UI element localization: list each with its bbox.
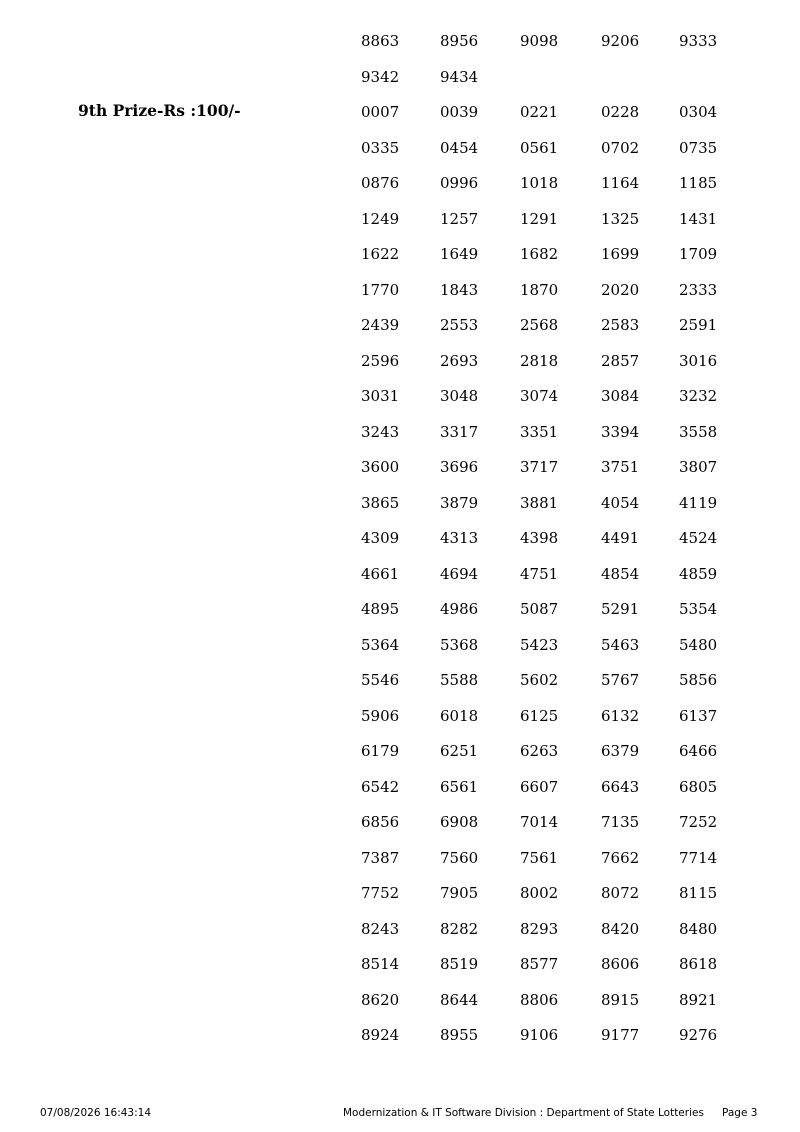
- ticket-number: 3751: [601, 458, 640, 476]
- prize-9th-row: [0, 422, 800, 442]
- ticket-number: 5463: [601, 635, 640, 654]
- ticket-number: 3717: [520, 458, 559, 476]
- prize-9th-row: [0, 848, 800, 868]
- ticket-number: 4119: [679, 493, 718, 512]
- ticket-number: 3879: [440, 493, 479, 512]
- ticket-number: 6805: [679, 777, 718, 796]
- prize-9th-row: [0, 244, 800, 264]
- prize-9th-row: [0, 315, 800, 335]
- ticket-number: 0561: [520, 138, 559, 157]
- ticket-number: 8915: [601, 990, 640, 1009]
- ticket-number: 6379: [601, 742, 640, 760]
- prize-9th-row: [0, 138, 800, 158]
- ticket-number: 8924: [361, 1026, 400, 1044]
- ticket-number: 8806: [520, 990, 559, 1009]
- ticket-number: 5364: [361, 635, 400, 654]
- ticket-number: 2568: [520, 316, 559, 334]
- ticket-number: 5588: [440, 671, 479, 689]
- ticket-number: 3031: [361, 387, 400, 405]
- ticket-number: 4309: [361, 529, 400, 547]
- ticket-number: 2693: [440, 351, 479, 370]
- ticket-number: 1699: [601, 245, 640, 263]
- prize-9th-row: [0, 670, 800, 690]
- ticket-number: 6542: [361, 777, 400, 796]
- ticket-number: 5354: [679, 600, 718, 618]
- ticket-number: 2857: [601, 351, 640, 370]
- ticket-number: 4694: [440, 564, 479, 583]
- footer-page-number: Page 3: [722, 1107, 758, 1119]
- prize-9th-row: [0, 209, 800, 229]
- prize-9th-row: [0, 457, 800, 477]
- ticket-number: 6132: [601, 706, 640, 725]
- ticket-number: 3317: [440, 422, 479, 441]
- ticket-number: 8921: [679, 990, 718, 1009]
- ticket-number: 4661: [361, 564, 400, 583]
- prize-9th-row: [0, 812, 800, 832]
- prize-9th-row: [0, 777, 800, 797]
- ticket-number: 9333: [679, 32, 718, 50]
- ticket-number: 8620: [361, 990, 400, 1009]
- ticket-number: 6125: [520, 706, 559, 725]
- ticket-number: 2553: [440, 316, 479, 334]
- ticket-number: 3351: [520, 422, 559, 441]
- ticket-number: 8644: [440, 990, 479, 1009]
- prize-9th-row: [0, 493, 800, 513]
- ticket-number: 7014: [520, 813, 559, 831]
- ticket-number: 9177: [601, 1026, 640, 1044]
- ticket-number: 5546: [361, 671, 400, 689]
- ticket-number: 4751: [520, 564, 559, 583]
- ticket-number: 8618: [679, 955, 718, 973]
- prize-9th-row: [0, 741, 800, 761]
- ticket-number: 1431: [679, 209, 718, 228]
- prize-9th-row: [0, 883, 800, 903]
- ticket-number: 6251: [440, 742, 479, 760]
- ticket-number: 4895: [361, 600, 400, 618]
- ticket-number: 3084: [601, 387, 640, 405]
- ticket-number: 4854: [601, 564, 640, 583]
- prize-9th-row: [0, 919, 800, 939]
- prize-9th-row: [0, 706, 800, 726]
- ticket-number: 4398: [520, 529, 559, 547]
- ticket-number: 8002: [520, 884, 559, 902]
- ticket-number: 7905: [440, 884, 479, 902]
- footer-timestamp: 07/08/2026 16:43:14: [40, 1107, 152, 1119]
- ticket-number: 0996: [440, 174, 479, 192]
- ticket-number: 1770: [361, 280, 400, 299]
- ticket-number: 7714: [679, 848, 718, 867]
- ticket-number: 2591: [679, 316, 718, 334]
- ticket-number: 0454: [440, 138, 479, 157]
- ticket-number: 0335: [361, 138, 400, 157]
- ticket-number: 8115: [679, 884, 718, 902]
- ticket-number: 2020: [601, 280, 640, 299]
- ticket-number: 0702: [601, 138, 640, 157]
- ticket-number: 6908: [440, 813, 479, 831]
- ticket-number: 3696: [440, 458, 479, 476]
- ticket-number: 5087: [520, 600, 559, 618]
- ticket-number: 6263: [520, 742, 559, 760]
- prize-9th-row: [0, 528, 800, 548]
- ticket-number: 1709: [679, 245, 718, 263]
- prize-heading-9th: 9th Prize-Rs :100/-: [78, 101, 241, 120]
- ticket-number: 5423: [520, 635, 559, 654]
- prize-9th-row: [0, 102, 800, 122]
- ticket-number: 6466: [679, 742, 718, 760]
- prize-9th-row: [0, 386, 800, 406]
- ticket-number: 8956: [440, 32, 479, 50]
- ticket-number: 5480: [679, 635, 718, 654]
- ticket-number: 4054: [601, 493, 640, 512]
- ticket-number: 1649: [440, 245, 479, 263]
- ticket-number: 7387: [361, 848, 400, 867]
- ticket-number: 3048: [440, 387, 479, 405]
- ticket-number: 6643: [601, 777, 640, 796]
- continued-prize-row: [0, 67, 800, 87]
- ticket-number: 6137: [679, 706, 718, 725]
- ticket-number: 7252: [679, 813, 718, 831]
- ticket-number: 0876: [361, 174, 400, 192]
- ticket-number: 0735: [679, 138, 718, 157]
- ticket-number: 2333: [679, 280, 718, 299]
- ticket-number: 8955: [440, 1026, 479, 1044]
- ticket-number: 8480: [679, 919, 718, 938]
- ticket-number: 5602: [520, 671, 559, 689]
- prize-9th-row: [0, 564, 800, 584]
- ticket-number: 8863: [361, 32, 400, 50]
- ticket-number: 7752: [361, 884, 400, 902]
- ticket-number: 7135: [601, 813, 640, 831]
- ticket-number: 6607: [520, 777, 559, 796]
- prize-9th-row: [0, 351, 800, 371]
- ticket-number: 5368: [440, 635, 479, 654]
- prize-9th-row: [0, 990, 800, 1010]
- ticket-number: 0221: [520, 103, 559, 121]
- ticket-number: 1325: [601, 209, 640, 228]
- ticket-number: 0039: [440, 103, 479, 121]
- ticket-number: 3807: [679, 458, 718, 476]
- ticket-number: 1249: [361, 209, 400, 228]
- ticket-number: 3865: [361, 493, 400, 512]
- ticket-number: 9106: [520, 1026, 559, 1044]
- ticket-number: 3074: [520, 387, 559, 405]
- ticket-number: 7662: [601, 848, 640, 867]
- ticket-number: 8606: [601, 955, 640, 973]
- ticket-number: 3600: [361, 458, 400, 476]
- ticket-number: 7561: [520, 848, 559, 867]
- continued-prize-row: [0, 31, 800, 51]
- ticket-number: 4313: [440, 529, 479, 547]
- ticket-number: 8282: [440, 919, 479, 938]
- ticket-number: 8577: [520, 955, 559, 973]
- ticket-number: 1257: [440, 209, 479, 228]
- ticket-number: 6856: [361, 813, 400, 831]
- ticket-number: 3243: [361, 422, 400, 441]
- ticket-number: 1164: [601, 174, 640, 192]
- ticket-number: 9342: [361, 67, 400, 86]
- ticket-number: 1843: [440, 280, 479, 299]
- ticket-number: 1682: [520, 245, 559, 263]
- prize-9th-row: [0, 599, 800, 619]
- ticket-number: 5906: [361, 706, 400, 725]
- footer-division: Modernization & IT Software Division : Department of State Lotteries: [343, 1107, 704, 1119]
- ticket-number: 5856: [679, 671, 718, 689]
- ticket-number: 5767: [601, 671, 640, 689]
- ticket-number: 0228: [601, 103, 640, 121]
- prize-9th-row: [0, 635, 800, 655]
- ticket-number: 4524: [679, 529, 718, 547]
- prize-9th-row: [0, 1025, 800, 1045]
- ticket-number: 0007: [361, 103, 400, 121]
- ticket-number: 3232: [679, 387, 718, 405]
- prize-9th-row: [0, 173, 800, 193]
- ticket-number: 1185: [679, 174, 718, 192]
- ticket-number: 3016: [679, 351, 718, 370]
- ticket-number: 7560: [440, 848, 479, 867]
- ticket-number: 2439: [361, 316, 400, 334]
- ticket-number: 3558: [679, 422, 718, 441]
- ticket-number: 2818: [520, 351, 559, 370]
- ticket-number: 1870: [520, 280, 559, 299]
- ticket-number: 8072: [601, 884, 640, 902]
- ticket-number: 9434: [440, 67, 479, 86]
- ticket-number: 8514: [361, 955, 400, 973]
- ticket-number: 8243: [361, 919, 400, 938]
- ticket-number: 3394: [601, 422, 640, 441]
- ticket-number: 0304: [679, 103, 718, 121]
- prize-9th-row: [0, 954, 800, 974]
- ticket-number: 6018: [440, 706, 479, 725]
- ticket-number: 9206: [601, 32, 640, 50]
- ticket-number: 3881: [520, 493, 559, 512]
- ticket-number: 5291: [601, 600, 640, 618]
- ticket-number: 4859: [679, 564, 718, 583]
- ticket-number: 1291: [520, 209, 559, 228]
- ticket-number: 9098: [520, 32, 559, 50]
- ticket-number: 6561: [440, 777, 479, 796]
- ticket-number: 8420: [601, 919, 640, 938]
- ticket-number: 1622: [361, 245, 400, 263]
- ticket-number: 1018: [520, 174, 559, 192]
- ticket-number: 4986: [440, 600, 479, 618]
- ticket-number: 4491: [601, 529, 640, 547]
- ticket-number: 9276: [679, 1026, 718, 1044]
- ticket-number: 2596: [361, 351, 400, 370]
- ticket-number: 8293: [520, 919, 559, 938]
- ticket-number: 8519: [440, 955, 479, 973]
- ticket-number: 2583: [601, 316, 640, 334]
- ticket-number: 6179: [361, 742, 400, 760]
- prize-9th-row: [0, 280, 800, 300]
